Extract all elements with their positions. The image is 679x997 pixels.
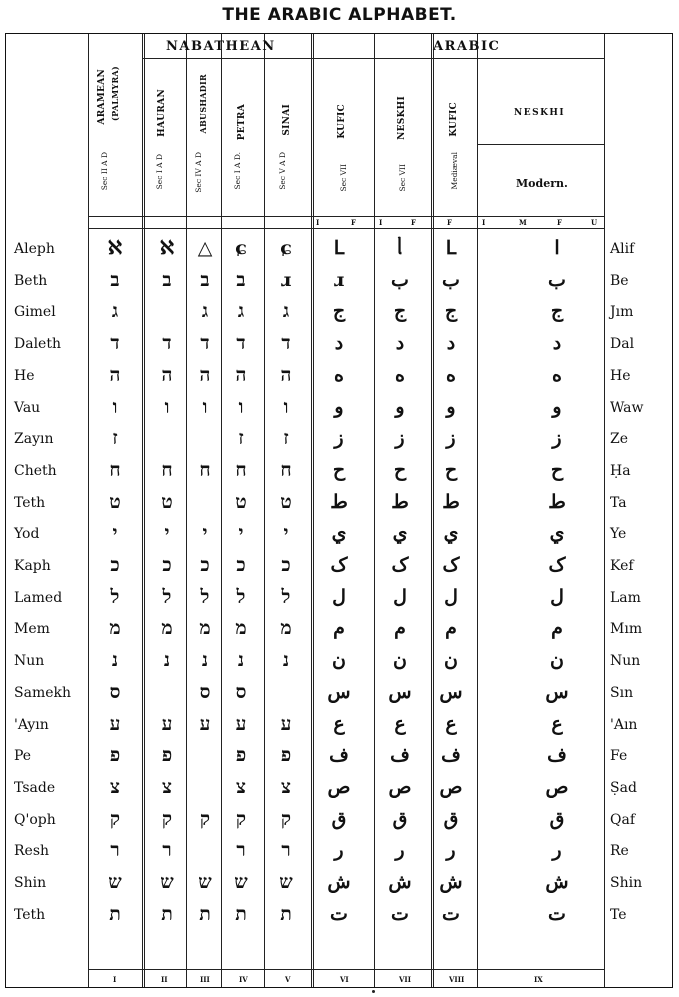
letter-glyph: ב xyxy=(200,268,210,291)
letter-glyph: י xyxy=(164,522,170,545)
hauran-heading: HAURAN xyxy=(157,89,167,137)
arabic-name: Sın xyxy=(610,684,634,701)
letter-glyph: כ xyxy=(162,554,172,576)
letter-name: Zayın xyxy=(14,431,54,448)
letter-glyph: ד xyxy=(200,332,210,355)
letter-glyph: ד xyxy=(110,332,120,355)
letter-glyph: ع xyxy=(445,712,457,735)
letter-glyph: و xyxy=(552,395,562,418)
letter-glyph: ا xyxy=(554,237,560,259)
date-c3: Sec IV A D xyxy=(194,152,203,193)
letter-glyph: د xyxy=(446,332,456,355)
arabic-name: Shin xyxy=(610,875,643,891)
date-c6: Sec VII xyxy=(339,164,348,192)
letter-glyph: و xyxy=(334,395,344,418)
letter-glyph: י xyxy=(112,522,118,545)
letter-glyph: ש xyxy=(198,871,212,893)
page-dot xyxy=(372,990,375,993)
letter-glyph: ه xyxy=(334,363,344,386)
letter-glyph: כ xyxy=(281,554,291,576)
letter-glyph: ה xyxy=(161,363,173,386)
letter-glyph: ע xyxy=(235,712,247,735)
letter-glyph: ج xyxy=(393,300,407,323)
footer-rule xyxy=(88,969,604,970)
letter-glyph: و xyxy=(395,395,405,418)
col-divider xyxy=(604,34,605,987)
letter-glyph: ح xyxy=(550,458,564,481)
letter-name: Tsade xyxy=(14,779,56,796)
letter-name: Teth xyxy=(14,906,46,923)
letter-glyph: ي xyxy=(549,522,565,545)
letter-name: Gimel xyxy=(14,304,56,321)
arabic-name: Waw xyxy=(610,399,644,416)
arabic-name: Nun xyxy=(610,653,641,670)
letter-glyph: م xyxy=(551,617,563,640)
letter-glyph: د xyxy=(334,332,344,355)
letter-glyph: ל xyxy=(281,585,291,608)
date-c4: Sec I A D. xyxy=(233,152,242,190)
letter-glyph: ر xyxy=(446,839,456,862)
letter-glyph: ع xyxy=(551,712,563,735)
form-label: M xyxy=(519,218,527,227)
palmyra-heading: (PALMYRA) xyxy=(110,66,120,121)
letter-name: Teth xyxy=(14,494,46,511)
arabic-name: Mım xyxy=(610,621,643,638)
letter-glyph: ص xyxy=(388,775,412,798)
letter-glyph: ل xyxy=(332,585,346,608)
letter-glyph: ש xyxy=(279,871,293,893)
letter-glyph: ط xyxy=(330,490,348,513)
letter-glyph: ن xyxy=(550,649,564,672)
letter-glyph: כ xyxy=(110,554,120,576)
form-label: F xyxy=(447,218,452,227)
arabic-name: Jım xyxy=(610,304,634,321)
letter-glyph: د xyxy=(552,332,562,355)
letter-glyph: ל xyxy=(200,585,210,608)
letter-glyph: ו xyxy=(238,395,244,418)
letter-glyph: ו xyxy=(112,395,118,418)
letter-glyph: כ xyxy=(236,554,246,576)
letter-glyph: ي xyxy=(392,522,408,545)
letter-glyph: ک xyxy=(391,554,409,576)
form-label: F xyxy=(411,218,416,227)
letter-glyph: ר xyxy=(110,839,120,862)
alphabet-table xyxy=(5,33,673,988)
letter-glyph: ק xyxy=(109,807,121,830)
petra-heading: PETRA xyxy=(237,104,247,141)
letter-glyph: י xyxy=(238,522,244,545)
letter-glyph: ק xyxy=(161,807,173,830)
letter-glyph: נ xyxy=(282,649,290,672)
letter-glyph: ח xyxy=(109,458,121,481)
letter-glyph: ي xyxy=(443,522,459,545)
letter-glyph: ش xyxy=(439,871,463,893)
letter-glyph: ص xyxy=(439,775,463,798)
letter-glyph: צ xyxy=(281,775,291,798)
column-numeral: II xyxy=(161,975,168,984)
letter-glyph: ת xyxy=(161,902,173,925)
letter-glyph: ص xyxy=(327,775,351,798)
letter-glyph: ו xyxy=(202,395,208,418)
letter-glyph: ت xyxy=(548,902,566,925)
letter-glyph: י xyxy=(202,522,208,545)
letter-glyph: ח xyxy=(161,458,173,481)
letter-name: Yod xyxy=(14,526,40,543)
letter-glyph: ז xyxy=(238,427,244,450)
arabic-name: Alif xyxy=(610,241,635,257)
letter-glyph: ف xyxy=(390,744,410,767)
letter-glyph: ز xyxy=(334,427,344,450)
letter-name: Nun xyxy=(14,653,45,670)
letter-glyph: ه xyxy=(395,363,405,386)
letter-name: Lamed xyxy=(14,589,63,606)
letter-glyph: צ xyxy=(110,775,120,798)
arabic-name: 'Aın xyxy=(610,716,638,733)
letter-glyph: ج xyxy=(550,300,564,323)
letter-glyph: ל xyxy=(110,585,120,608)
letter-glyph: ת xyxy=(199,902,211,925)
column-numeral: VI xyxy=(340,975,349,984)
letter-glyph: ق xyxy=(443,807,459,830)
letter-glyph: ج xyxy=(444,300,458,323)
letter-glyph: פ xyxy=(109,744,121,767)
col-divider xyxy=(88,34,89,987)
date-c2: Sec I A D xyxy=(155,154,164,190)
letter-glyph: ה xyxy=(199,363,211,386)
letter-name: Samekh xyxy=(14,684,71,701)
letter-glyph: ن xyxy=(444,649,458,672)
letter-glyph: פ xyxy=(161,744,173,767)
letter-glyph: ℵ xyxy=(159,237,175,259)
letter-glyph: ع xyxy=(333,712,345,735)
form-label: F xyxy=(351,218,356,227)
header-rule xyxy=(88,216,604,217)
letter-glyph: פ xyxy=(235,744,247,767)
arabic-name: Be xyxy=(610,272,629,289)
letter-glyph: ג xyxy=(201,300,209,323)
form-label: I xyxy=(482,218,486,227)
letter-glyph: ר xyxy=(236,839,246,862)
letter-glyph: ه xyxy=(446,363,456,386)
arabic-name: Ye xyxy=(610,526,627,543)
letter-glyph: س xyxy=(545,680,569,703)
letter-glyph: ب xyxy=(442,268,460,291)
letter-glyph: ه xyxy=(552,363,562,386)
column-numeral: I xyxy=(113,975,117,984)
letter-glyph: ج xyxy=(332,300,346,323)
letter-glyph: נ xyxy=(111,649,119,672)
letter-glyph: מ xyxy=(109,617,121,640)
letter-glyph: ز xyxy=(395,427,405,450)
letter-name: Kaph xyxy=(14,558,51,574)
letter-glyph: ᥣ xyxy=(397,237,403,259)
letter-name: 'Ayın xyxy=(14,716,49,733)
column-numeral: III xyxy=(200,975,210,984)
letter-glyph: ز xyxy=(552,427,562,450)
letter-glyph: ה xyxy=(280,363,292,386)
letter-glyph: ג xyxy=(237,300,245,323)
letter-glyph: ש xyxy=(108,871,122,893)
letter-glyph: ת xyxy=(280,902,292,925)
group-rule xyxy=(142,58,311,59)
letter-glyph: ט xyxy=(280,490,292,513)
letter-glyph: ɕ xyxy=(280,237,292,259)
letter-glyph: ف xyxy=(547,744,567,767)
letter-glyph: ف xyxy=(441,744,461,767)
letter-glyph: ד xyxy=(236,332,246,355)
arabic-name: Ta xyxy=(610,494,627,511)
letter-glyph: ו xyxy=(283,395,289,418)
letter-glyph: ᒪ xyxy=(333,237,345,259)
date-c5: Sec V A D xyxy=(278,152,287,190)
arabic-name: Lam xyxy=(610,589,641,606)
letter-name: Pe xyxy=(14,748,32,765)
letter-glyph: ג xyxy=(282,300,290,323)
letter-glyph: נ xyxy=(201,649,209,672)
arabic-name: Ze xyxy=(610,431,629,448)
letter-glyph: ק xyxy=(199,807,211,830)
letter-glyph: م xyxy=(445,617,457,640)
letter-name: Shin xyxy=(14,875,47,891)
letter-glyph: צ xyxy=(162,775,172,798)
letter-glyph: ط xyxy=(548,490,566,513)
letter-glyph: ف xyxy=(329,744,349,767)
col-divider xyxy=(311,34,314,987)
letter-glyph: ح xyxy=(444,458,458,481)
letter-glyph: ش xyxy=(327,871,351,893)
letter-glyph: ن xyxy=(393,649,407,672)
letter-glyph: ر xyxy=(552,839,562,862)
letter-glyph: ע xyxy=(199,712,211,735)
letter-name: Mem xyxy=(14,621,50,638)
letter-glyph: م xyxy=(394,617,406,640)
letter-glyph: ע xyxy=(109,712,121,735)
letter-glyph: ب xyxy=(548,268,566,291)
letter-name: Resh xyxy=(14,843,50,860)
letter-glyph: ق xyxy=(331,807,347,830)
letter-glyph: ת xyxy=(235,902,247,925)
arabic-heading: ARABIC xyxy=(433,39,501,54)
letter-glyph: ق xyxy=(549,807,565,830)
arabic-name: Kef xyxy=(610,558,634,574)
letter-glyph: ק xyxy=(280,807,292,830)
letter-glyph: ط xyxy=(442,490,460,513)
arabic-name: Te xyxy=(610,906,627,923)
letter-glyph: ق xyxy=(392,807,408,830)
letter-name: Q'oph xyxy=(14,811,56,828)
column-numeral: VIII xyxy=(449,975,465,984)
letter-glyph: ס xyxy=(235,680,247,703)
letter-glyph: ش xyxy=(545,871,569,893)
letter-name: Daleth xyxy=(14,336,61,353)
letter-glyph: ח xyxy=(280,458,292,481)
letter-glyph: ב xyxy=(162,268,172,291)
letter-glyph: ل xyxy=(444,585,458,608)
letter-glyph: ח xyxy=(235,458,247,481)
letter-glyph: פ xyxy=(280,744,292,767)
form-label: I xyxy=(379,218,383,227)
letter-glyph: ט xyxy=(161,490,173,513)
letter-glyph: م xyxy=(333,617,345,640)
letter-glyph: ط xyxy=(391,490,409,513)
letter-glyph: ד xyxy=(281,332,291,355)
arabic-name: Re xyxy=(610,843,629,860)
col-divider xyxy=(142,34,145,987)
letter-glyph: ک xyxy=(330,554,348,576)
letter-glyph: △ xyxy=(197,237,213,259)
letter-glyph: ب xyxy=(391,268,409,291)
letter-glyph: ר xyxy=(162,839,172,862)
letter-name: He xyxy=(14,367,35,384)
date-c7: Sec VII xyxy=(398,164,407,192)
arabic-name: He xyxy=(610,367,631,384)
letter-glyph: و xyxy=(446,395,456,418)
letter-glyph: ש xyxy=(160,871,174,893)
letter-glyph: ט xyxy=(109,490,121,513)
letter-glyph: ת xyxy=(109,902,121,925)
letter-glyph: ن xyxy=(332,649,346,672)
arabic-name: Fe xyxy=(610,748,628,765)
letter-glyph: ס xyxy=(199,680,211,703)
neskhi-modern-heading: NESKHI xyxy=(514,108,566,118)
form-label: I xyxy=(316,218,320,227)
letter-glyph: צ xyxy=(236,775,246,798)
letter-glyph: ק xyxy=(235,807,247,830)
letter-glyph: ي xyxy=(331,522,347,545)
letter-glyph: ر xyxy=(334,839,344,862)
letter-glyph: ک xyxy=(548,554,566,576)
kufic-heading: KUFIC xyxy=(337,104,347,139)
letter-glyph: ל xyxy=(162,585,172,608)
letter-name: Vau xyxy=(14,399,41,416)
letter-glyph: ℵ xyxy=(107,237,123,259)
letter-glyph: ל xyxy=(236,585,246,608)
letter-glyph: س xyxy=(439,680,463,703)
letter-glyph: ل xyxy=(550,585,564,608)
nabathean-heading: NABATHEAN xyxy=(166,39,276,54)
header-rule xyxy=(477,144,604,145)
letter-glyph: ז xyxy=(112,427,118,450)
letter-glyph: ז xyxy=(283,427,289,450)
letter-glyph: ח xyxy=(199,458,211,481)
col-divider xyxy=(477,34,478,987)
letter-glyph: ز xyxy=(446,427,456,450)
letter-glyph: ר xyxy=(281,839,291,862)
letter-glyph: נ xyxy=(163,649,171,672)
letter-glyph: כ xyxy=(200,554,210,576)
form-label: F xyxy=(557,218,562,227)
form-label: U xyxy=(591,218,598,227)
letter-glyph: מ xyxy=(235,617,247,640)
column-numeral: IX xyxy=(534,975,543,984)
letter-glyph: ב xyxy=(110,268,120,291)
letter-glyph: ע xyxy=(161,712,173,735)
group-rule xyxy=(311,58,604,59)
letter-glyph: ص xyxy=(545,775,569,798)
arabic-name: Ḥa xyxy=(610,462,631,479)
col-divider xyxy=(374,34,375,987)
letter-name: Aleph xyxy=(14,241,55,257)
letter-glyph: ה xyxy=(235,363,247,386)
date-c8: Mediæval xyxy=(450,152,459,190)
aramean-heading: ARAMEAN xyxy=(97,69,107,125)
letter-glyph: ح xyxy=(332,458,346,481)
letter-glyph: נ xyxy=(237,649,245,672)
letter-glyph: מ xyxy=(199,617,211,640)
column-numeral: IV xyxy=(239,975,248,984)
arabic-name: Qaf xyxy=(610,811,636,828)
letter-glyph: س xyxy=(388,680,412,703)
date-c1: Sec II A D xyxy=(100,152,109,191)
modern-heading: Modern. xyxy=(516,177,568,190)
column-numeral: V xyxy=(285,975,291,984)
letter-glyph: ɹ xyxy=(333,268,345,291)
letter-glyph: ע xyxy=(280,712,292,735)
letter-glyph: ت xyxy=(442,902,460,925)
letter-glyph: ᒪ xyxy=(445,237,457,259)
letter-glyph: ɹ xyxy=(280,268,292,291)
arabic-name: Dal xyxy=(610,336,635,353)
letter-glyph: י xyxy=(283,522,289,545)
letter-glyph: ה xyxy=(109,363,121,386)
letter-glyph: س xyxy=(327,680,351,703)
letter-glyph: ש xyxy=(234,871,248,893)
letter-glyph: ش xyxy=(388,871,412,893)
letter-glyph: מ xyxy=(280,617,292,640)
sinai-heading: SINAI xyxy=(282,104,292,136)
letter-name: Beth xyxy=(14,272,48,289)
kufic-medieval-heading: KUFIC xyxy=(449,102,459,137)
letter-glyph: ו xyxy=(164,395,170,418)
letter-glyph: ت xyxy=(391,902,409,925)
letter-glyph: ס xyxy=(109,680,121,703)
column-numeral: VII xyxy=(399,975,411,984)
abushadir-heading: ABUSHADIR xyxy=(198,74,208,134)
letter-glyph: ד xyxy=(162,332,172,355)
page-title: THE ARABIC ALPHABET. xyxy=(222,5,457,25)
letter-glyph: מ xyxy=(161,617,173,640)
letter-glyph: ع xyxy=(394,712,406,735)
letter-glyph: د xyxy=(395,332,405,355)
letter-glyph: ل xyxy=(393,585,407,608)
arabic-name: Ṣad xyxy=(610,779,637,796)
letter-glyph: ב xyxy=(236,268,246,291)
letter-glyph: ت xyxy=(330,902,348,925)
neskhi-heading: NESKHI xyxy=(397,96,407,140)
header-rule xyxy=(88,228,604,229)
letter-glyph: ر xyxy=(395,839,405,862)
letter-glyph: ک xyxy=(442,554,460,576)
letter-name: Cheth xyxy=(14,462,57,479)
letter-glyph: ג xyxy=(111,300,119,323)
letter-glyph: ɕ xyxy=(235,237,247,259)
letter-glyph: ט xyxy=(235,490,247,513)
letter-glyph: ح xyxy=(393,458,407,481)
